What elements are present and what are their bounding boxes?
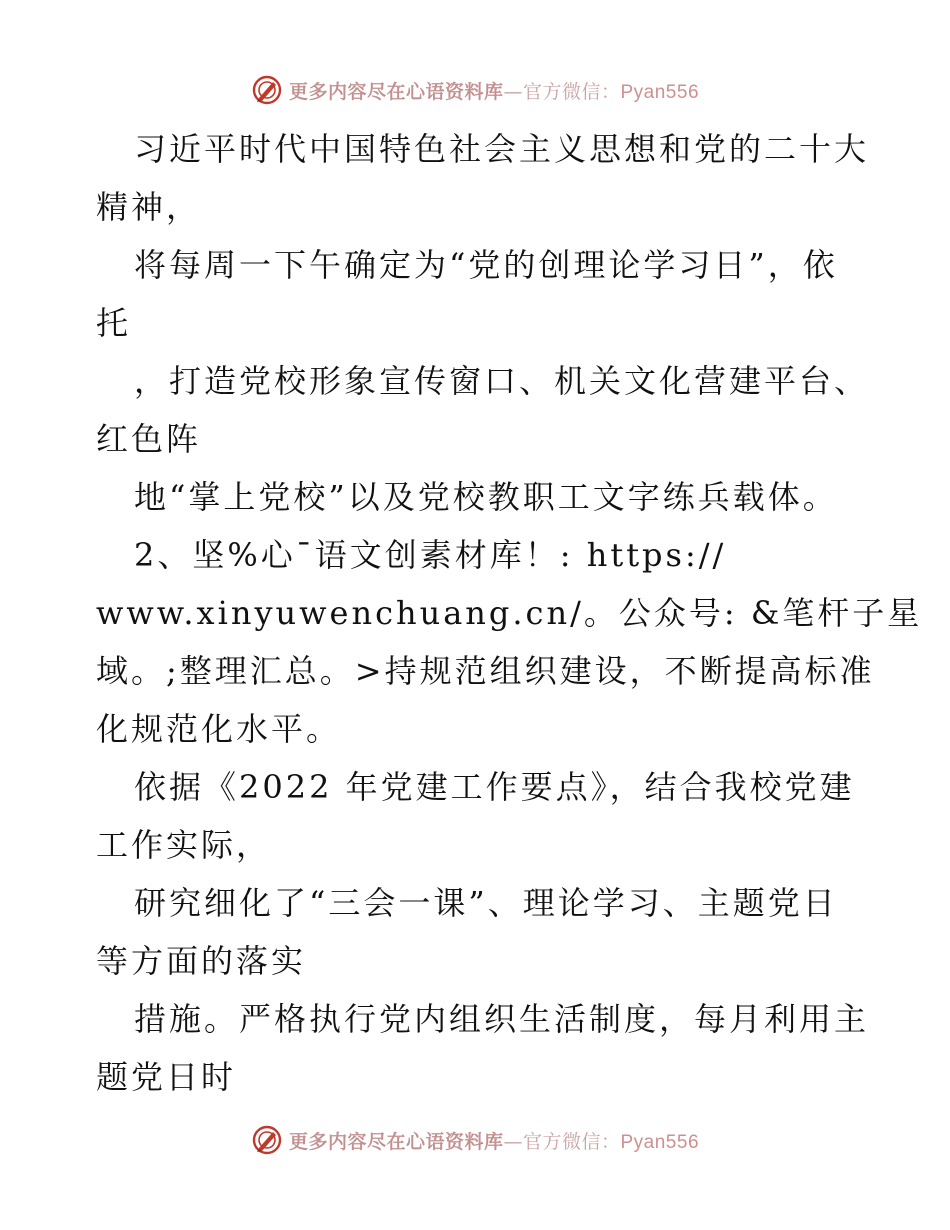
body-line: 工作实际，	[96, 826, 272, 864]
body-line: 化规范化水平。	[96, 710, 342, 748]
body-line: ，打造党校形象宣传窗口、机关文化营建平台、	[134, 362, 870, 400]
footer-banner-text	[289, 1127, 699, 1154]
body-line: 精神，	[96, 188, 202, 226]
body-line: 题党日时	[96, 1058, 237, 1096]
footer-banner	[0, 1122, 950, 1158]
header-brand: 更多内容尽在心语资料库	[288, 80, 504, 103]
footer-separator: —	[503, 1130, 523, 1153]
body-line: 研究细化了“三会一课”、理论学习、主题党日	[134, 884, 838, 922]
body-line: 措施。严格执行党内组织生活制度，每月利用主	[134, 1000, 870, 1038]
body-line: 托	[96, 304, 132, 342]
body-line: www.xinyuwenchuang.cn/。公众号: &笔杆子星	[96, 594, 923, 632]
footer-brand: 更多内容尽在心语资料库	[288, 1130, 504, 1153]
header-wechat-id: Pyan556	[620, 81, 700, 103]
header-banner	[0, 72, 950, 108]
pen-logo-icon	[251, 74, 283, 106]
body-line: 红色阵	[96, 420, 202, 458]
body-line: 等方面的落实	[96, 942, 307, 980]
body-line: 2、坚%心¯语文创素材库！: https://	[134, 536, 727, 574]
pen-logo-icon	[251, 1124, 283, 1156]
footer-wechat-id: Pyan556	[620, 1131, 700, 1153]
header-separator: —	[503, 80, 523, 103]
body-line: 将每周一下午确定为“党的创理论学习日”，依	[134, 246, 838, 284]
header-banner-text	[289, 77, 699, 104]
body-line: 习近平时代中国特色社会主义思想和党的二十大	[134, 130, 870, 168]
body-line: 依据《2022 年党建工作要点》，结合我校党建	[134, 768, 855, 806]
footer-wechat-label: 官方微信：	[522, 1130, 621, 1153]
header-wechat-label: 官方微信：	[522, 80, 621, 103]
document-body	[96, 120, 923, 1106]
body-line: 地“掌上党校”以及党校教职工文字练兵载体。	[134, 478, 838, 516]
body-line: 域。;整理汇总。>持规范组织建设，不断提高标准	[96, 652, 875, 690]
